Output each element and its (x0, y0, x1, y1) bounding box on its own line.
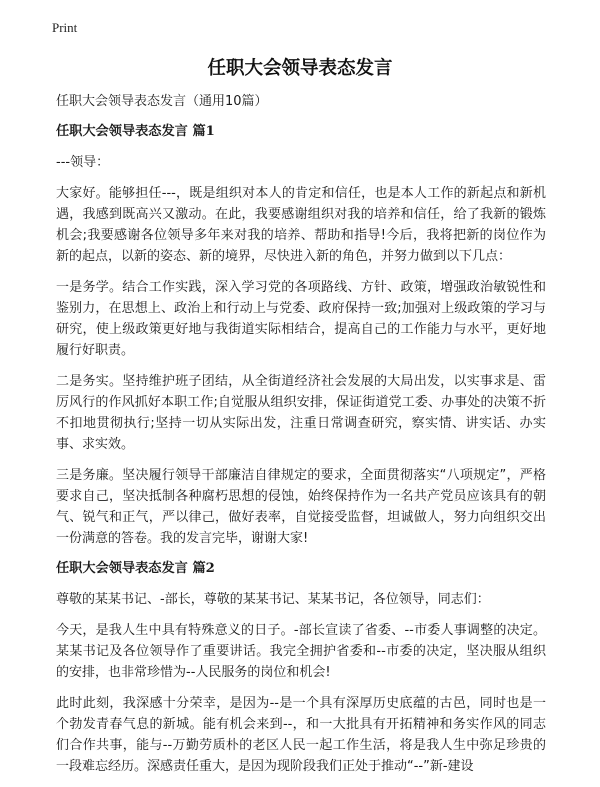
page-title: 任职大会领导表态发言 (207, 58, 393, 79)
paragraph: 大家好。能够担任---，既是组织对本人的肯定和信任，也是本人工作的新起点和新机遇，我感到既高兴又激动。在此，我要感谢组织对我的培养和信任，给了我新的锻炼机会;我要感谢各位领导多年来对我的培养、帮助和指导!今后，我将把新的岗位作为新的起点，以新的姿态、新的境界，尽快进入新的角色，并努力做到以下几点： (56, 186, 546, 264)
section-2 (56, 559, 546, 777)
section-heading-number: 篇2 (192, 561, 215, 576)
paragraph: 二是务实。坚持维护班子团结，从全街道经济社会发展的大局出发，以实事求是、雷厉风行的作风抓好本职工作;自觉服从组织安排，保证街道党工委、办事处的决策不折不扣地贯彻执行;坚持一切从实际出发，注重日常调查研究，察实情、讲实话、办实事、求实效。 (56, 374, 546, 452)
paragraph: ---领导： (56, 155, 110, 170)
paragraph: 一是务学。结合工作实践，深入学习党的各项路线、方针、政策，增强政治敏锐性和鉴别力，在思想上、政治上和行动上与党委、政府保持一致;加强对上级政策的学习与研究，使上级政策更好地与我街道实际相结合，提高自己的工作能力与水平，更好地履行好职责。 (56, 280, 546, 358)
paragraph: 尊敬的某某书记、-部长，尊敬的某某书记、某某书记，各位领导，同志们： (56, 592, 490, 607)
paragraph: 此时此刻，我深感十分荣幸，是因为--是一个具有深厚历史底蕴的古邑，同时也是一个勃发青春气息的新城。能有机会来到--，和一大批具有开拓精神和务实作风的同志们合作共事，能与--万勤劳质朴的老区人民一起工作生活，将是我人生中弥足珍贵的一段难忘经历。深感责任重大，是因为现阶段我们正处于推动“--”新-建设 (56, 696, 546, 774)
document-subtitle: 任职大会领导表态发言（通用10篇） (56, 94, 268, 109)
section-1 (56, 122, 546, 549)
document-body (56, 92, 546, 787)
section-heading (56, 122, 546, 142)
section-heading-text: 任职大会领导表态发言 (56, 561, 188, 576)
section-heading-number: 篇1 (192, 124, 215, 139)
print-link[interactable]: Print (52, 20, 78, 35)
paragraph: 今天，是我人生中具有特殊意义的日子。-部长宣读了省委、--市委人事调整的决定。某某书记及各位领导作了重要讲话。我完全拥护省委和--市委的决定，坚决服从组织的安排，也非常珍惜为--人民服务的岗位和机会! (56, 623, 546, 680)
section-heading-text: 任职大会领导表态发言 (56, 124, 188, 139)
section-heading (56, 559, 546, 579)
paragraph: 三是务廉。坚决履行领导干部廉洁自律规定的要求，全面贯彻落实“八项规定”，严格要求自己，坚决抵制各种腐朽思想的侵蚀，始终保持作为一名共产党员应该具有的朝气、锐气和正气，严以律己，做好表率，自觉接受监督，坦诚做人，努力向组织交出一份满意的答卷。我的发言完毕，谢谢大家! (56, 468, 546, 546)
